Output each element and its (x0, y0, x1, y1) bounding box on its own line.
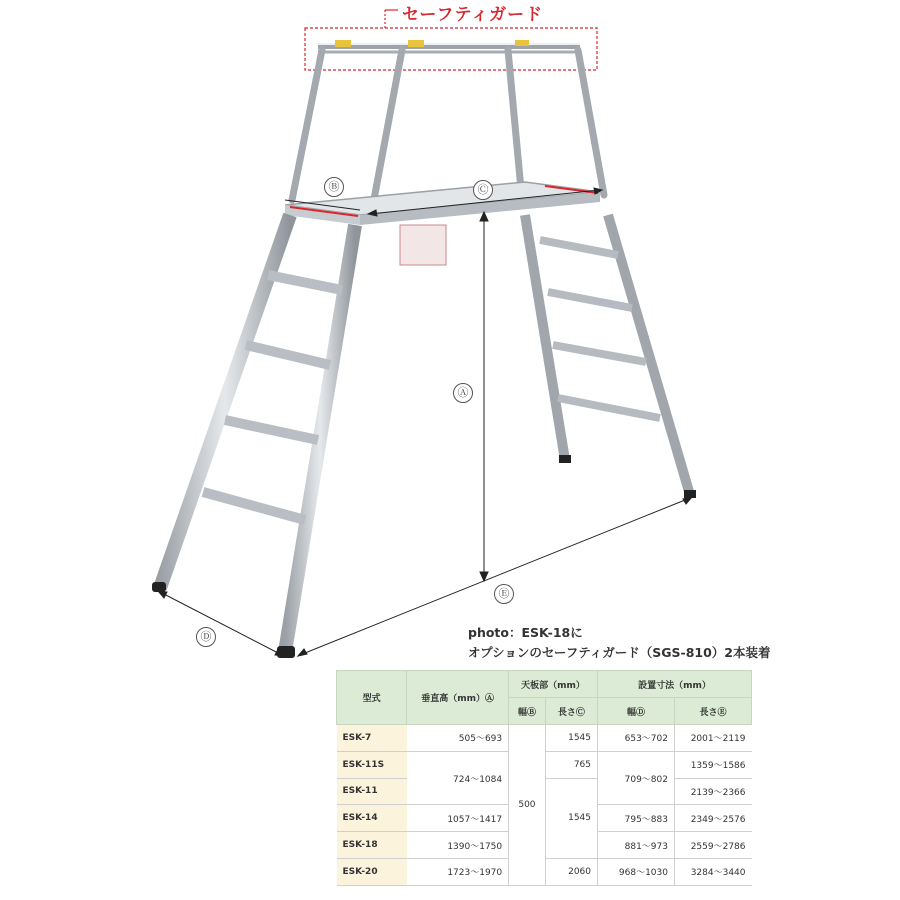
model-cell: ESK-7 (337, 725, 407, 752)
safety-guard-label: セーフティガード (402, 5, 544, 25)
height-cell: 1390～1750 (407, 832, 509, 859)
height-cell: 1057～1417 (407, 805, 509, 832)
height-cell: 505～693 (407, 725, 509, 752)
install-length-cell: 1359～1586 (674, 751, 751, 778)
spec-table (336, 670, 752, 886)
install-length-cell: 2349～2576 (674, 805, 751, 832)
top-length-cell: 765 (545, 751, 597, 778)
install-length-cell: 2139～2366 (674, 778, 751, 805)
height-cell: 724～1084 (407, 751, 509, 805)
model-cell: ESK-20 (337, 858, 407, 885)
back-ladder (525, 215, 696, 498)
header-install-length: 長さⒺ (674, 698, 751, 725)
model-cell: ESK-14 (337, 805, 407, 832)
top-width-cell: 500 (509, 725, 546, 886)
top-length-cell: 1545 (545, 778, 597, 858)
height-cell: 1723～1970 (407, 858, 509, 885)
safety-guard (318, 40, 580, 52)
install-width-cell: 881～973 (598, 832, 675, 859)
install-width-cell: 653～702 (598, 725, 675, 752)
marker-c: Ⓒ (473, 180, 493, 200)
install-width-cell: 709～802 (598, 751, 675, 805)
marker-e: Ⓔ (494, 584, 514, 604)
top-length-cell: 1545 (545, 725, 597, 752)
install-length-cell: 3284～3440 (674, 858, 751, 885)
photo-caption-line2: オプションのセーフティガード（SGS-810）2本装着 (468, 645, 771, 660)
model-cell: ESK-11S (337, 751, 407, 778)
header-top-width: 幅Ⓑ (509, 698, 546, 725)
marker-a: Ⓐ (453, 383, 473, 403)
install-length-cell: 2001～2119 (674, 725, 751, 752)
top-length-cell: 2060 (545, 858, 597, 885)
install-width-cell: 968～1030 (598, 858, 675, 885)
header-height: 垂直高（mm）Ⓐ (407, 671, 509, 725)
header-model: 型式 (337, 671, 407, 725)
header-top: 天板部（mm） (509, 671, 598, 698)
front-ladder (152, 215, 355, 658)
photo-caption-line1: photo：ESK-18に (468, 625, 583, 640)
marker-b: Ⓑ (324, 177, 344, 197)
model-cell: ESK-11 (337, 778, 407, 805)
header-install: 設置寸法（mm） (598, 671, 752, 698)
install-width-cell: 795～883 (598, 805, 675, 832)
header-install-width: 幅Ⓓ (598, 698, 675, 725)
model-cell: ESK-18 (337, 832, 407, 859)
header-top-length: 長さⒸ (545, 698, 597, 725)
marker-d: Ⓓ (196, 627, 216, 647)
table-row (337, 725, 752, 752)
install-length-cell: 2559～2786 (674, 832, 751, 859)
